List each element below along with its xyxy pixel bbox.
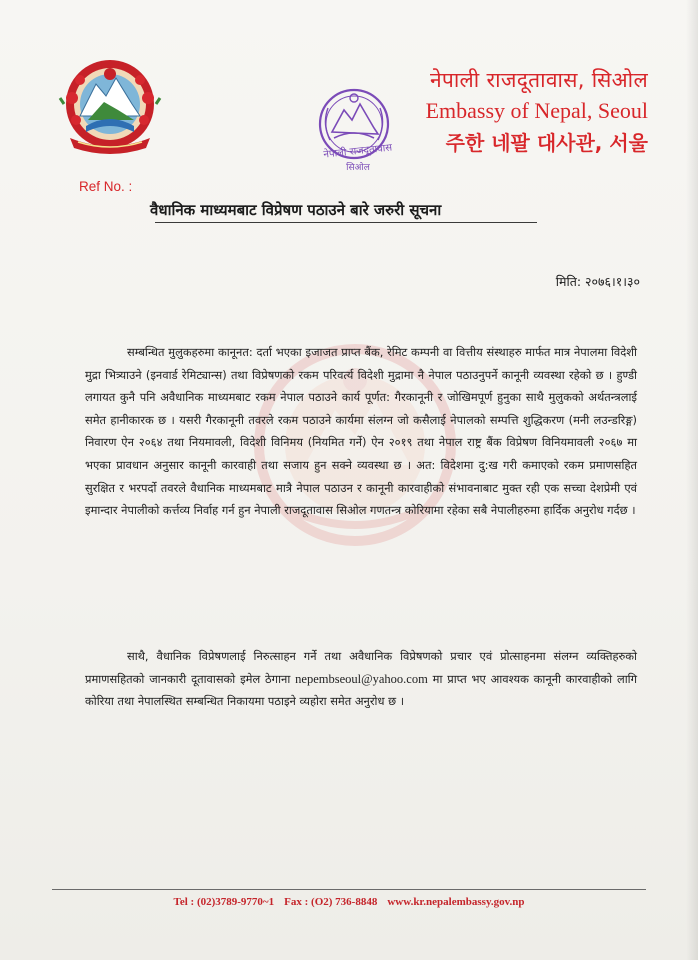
body-paragraph-2 [85,645,637,713]
embassy-seal-text [318,140,398,176]
subject-underline [155,222,537,223]
body-paragraph-1: सम्बन्धित मुलुकहरुमा कानूनत: दर्ता भएका इजाजत प्राप्त बैंक, रेमिट कम्पनी वा वित्तीय संस्थाहरु मार्फत मात्र नेपालमा विदेशी मुद्रा भित्र्याउने (इनवार्ड रेमिट्यान्स) तथा विप्रेषणको रकम परिवर्त्य विदेशी मुद्रामा नै नेपाल पठाउनुपर्ने कानूनी व्यवस्था रहेको छ । हुण्डी लगायत कुनै पनि अवैधानिक माध्यमबाट रकम नेपाल पठाउने कार्य पूर्णत: गैरकानूनी र जोखिमपूर्ण हुनुका साथै मुलुकको अर्थतन्त्रलाई समेत हानीकारक छ । यसरी गैरकानूनी तवरले रकम पठाउने कार्यमा संलग्न जो कसैलाई नेपालको सम्पत्ति शुद्धिकरण (मनी लउन्डरिङ्ग) निवारण ऐन २०६४ तथा नियमावली, विदेशी विनिमय (नियमित गर्ने) ऐन २०१९ तथा नेपाल राष्ट्र बैंक विप्रेषण विनियमावली २०६७ मा भएका प्रावधान अनुसार कानूनी कारवाही तथा सजाय हुन सक्ने व्यवस्था छ । अत: विदेशमा दु:ख गरी कमाएको रकम प्रमाणसहित सुरक्षित र भरपर्दो तवरले वैधानिक माध्यमबाट मात्रै नेपाल पठाउन र कानूनी कारवाहीको संभावनाबाट मुक्त रही एक सच्चा देशप्रेमी एवं इमान्दार नेपालीको कर्त्तव्य निर्वाह गर्न हुन नेपाली राजदूतावास सिओल गणतन्त्र कोरियामा रहेका सबै नेपालीहरुमा हार्दिक अनुरोध गर्दछ । [85,345,637,518]
ref-number-label: Ref No. : [79,179,133,194]
svg-text:सिओल: सिओल [346,163,370,173]
embassy-title-korean: 주한 네팔 대사관, 서울 [445,131,648,155]
paragraph-2-closing: मा प्राप्त भए आवश्यक कानूनी कारवाहीको लागि कोरिया तथा नेपालस्थित सम्बन्धित निकायमा पठाइने व्यहोरा समेत अनुरोध छ । [85,671,638,709]
footer-divider [52,889,646,890]
footer-fax: Fax : (O2) 736-8848 [284,896,378,908]
embassy-title-nepali: नेपाली राजदूतावास, सिओल [429,68,648,92]
embassy-email-address: nepembseoul@yahoo.com [295,671,428,686]
paragraph-2-intro: साथै, वैधानिक विप्रेषणलाई निरुत्साहन गर्ने तथा अवैधानिक विप्रेषणको प्रचार एवं प्रोत्साहनमा संलग्न व्यक्तिहरुको प्रमाणसहितको जानकारी दूतावासको इमेल ठेगाना [85,649,637,686]
svg-text:नेपाली राजदूतावास: नेपाली राजदूतावास [322,142,393,161]
footer-telephone: Tel : (02)3789-9770~1 [173,896,275,908]
nepal-coat-of-arms-icon [58,58,162,154]
embassy-title-english: Embassy of Nepal, Seoul [425,98,648,123]
notice-date: मिति: २०७६।१।३० [555,274,640,289]
notice-subject: वैधानिक माध्यमबाट विप्रेषण पठाउने बारे जरुरी सूचना [150,201,442,219]
footer-website: www.kr.nepalembassy.gov.np [387,896,525,908]
footer-contact [0,896,698,908]
